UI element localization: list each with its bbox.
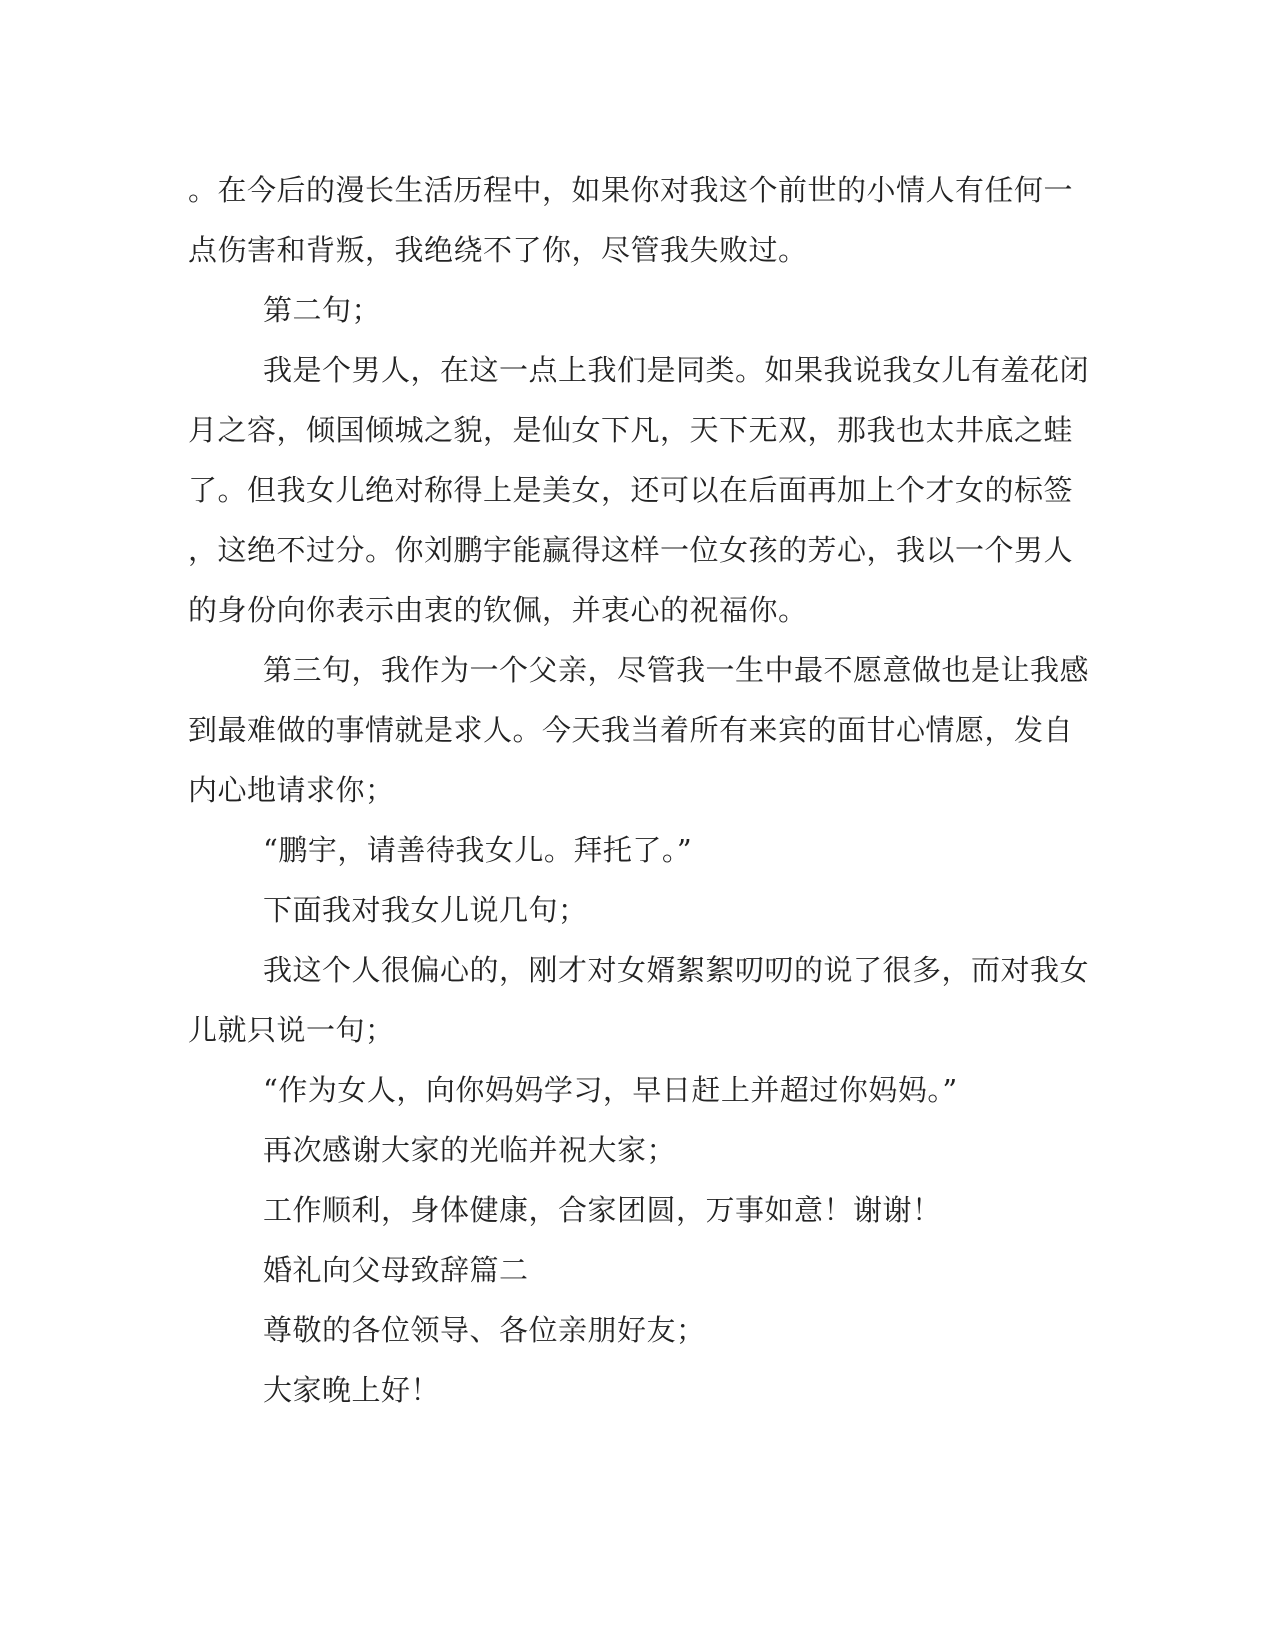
text-line: “作为女人，向你妈妈学习，早日赶上并超过你妈妈。” xyxy=(263,1073,958,1107)
text-line: 我是个男人，在这一点上我们是同类。如果我说我女儿有羞花闭 xyxy=(263,353,1090,387)
text-line: 。在今后的漫长生活历程中，如果你对我这个前世的小情人有任何一 xyxy=(188,173,1074,207)
text-line: 月之容，倾国倾城之貌，是仙女下凡，天下无双，那我也太井底之蛙 xyxy=(188,413,1074,447)
text-line: 点伤害和背叛，我绝绕不了你，尽管我失败过。 xyxy=(188,233,808,267)
text-line: 大家晚上好！ xyxy=(263,1373,441,1407)
text-line: “鹏宇，请善待我女儿。拜托了。” xyxy=(263,833,693,867)
text-line: 儿就只说一句； xyxy=(188,1013,395,1047)
text-line: 尊敬的各位领导、各位亲朋好友； xyxy=(263,1313,706,1347)
section-heading: 婚礼向父母致辞篇二 xyxy=(263,1253,529,1287)
text-line: 内心地请求你； xyxy=(188,773,395,807)
text-line: 我这个人很偏心的，刚才对女婿絮絮叨叨的说了很多，而对我女 xyxy=(263,953,1090,987)
text-line: 再次感谢大家的光临并祝大家； xyxy=(263,1133,677,1167)
text-line: 第三句，我作为一个父亲，尽管我一生中最不愿意做也是让我感 xyxy=(263,653,1090,687)
text-line: 到最难做的事情就是求人。今天我当着所有来宾的面甘心情愿，发自 xyxy=(188,713,1074,747)
text-line: 工作顺利，身体健康，合家团圆，万事如意！谢谢！ xyxy=(263,1193,942,1227)
text-line: 的身份向你表示由衷的钦佩，并衷心的祝福你。 xyxy=(188,593,808,627)
text-line: ，这绝不过分。你刘鹏宇能赢得这样一位女孩的芳心，我以一个男人 xyxy=(188,533,1074,567)
document-body xyxy=(188,160,1090,1420)
text-line: 下面我对我女儿说几句； xyxy=(263,893,588,927)
text-line: 了。但我女儿绝对称得上是美女，还可以在后面再加上个才女的标签 xyxy=(188,473,1074,507)
text-line: 第二句； xyxy=(263,293,382,327)
